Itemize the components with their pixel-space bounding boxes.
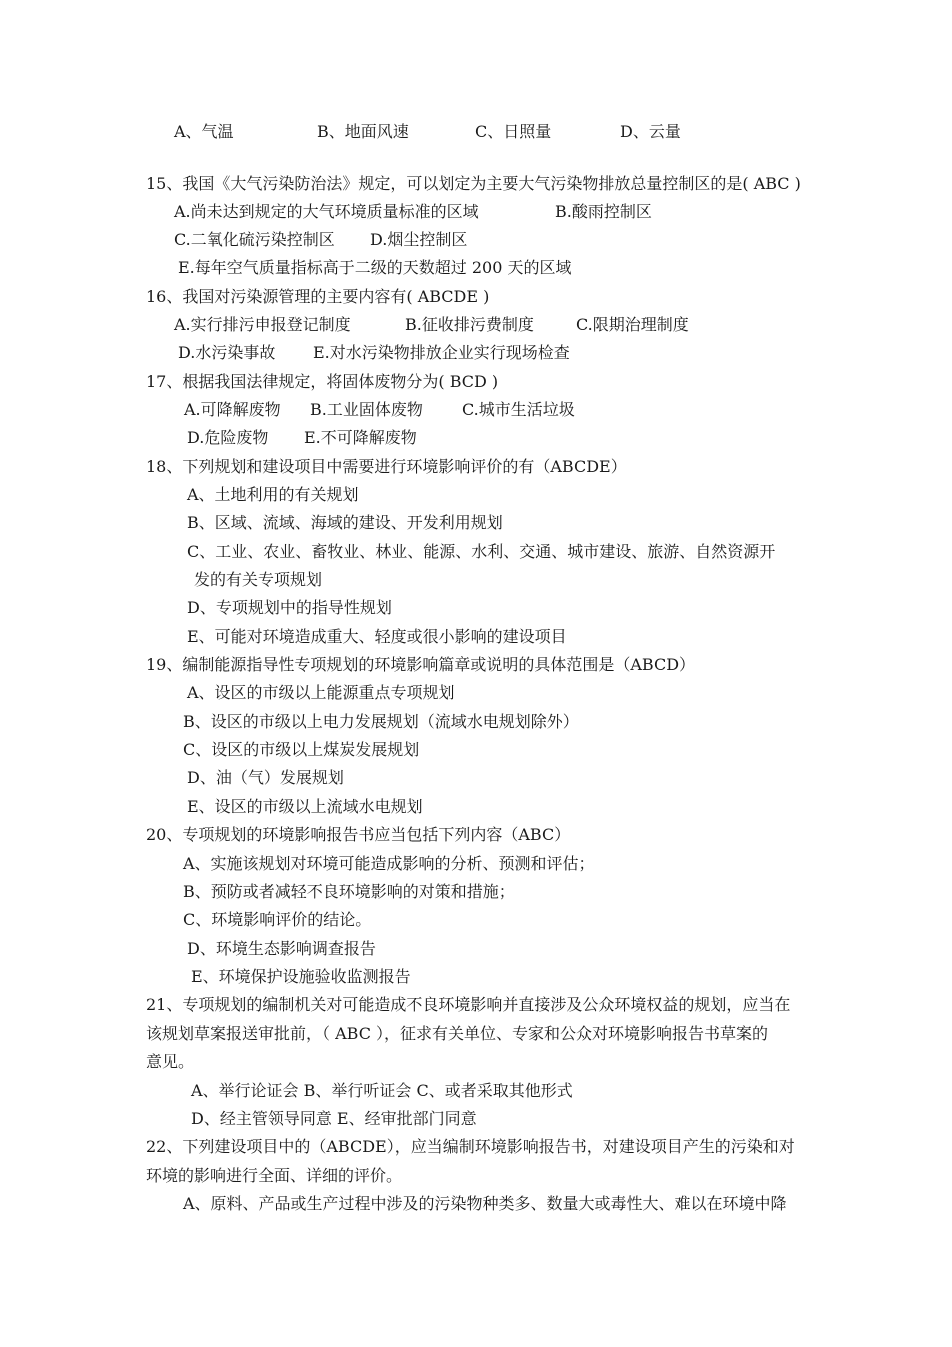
q17-option-a: A.可降解废物 [184, 400, 281, 419]
question-20-stem: 20、专项规划的环境影响报告书应当包括下列内容（ABC） [146, 825, 571, 844]
q16-option-c: C.限期治理制度 [576, 315, 689, 334]
q17-option-c: C.城市生活垃圾 [462, 400, 575, 419]
option-d: D、云量 [620, 122, 681, 141]
q18-option-d: D、专项规划中的指导性规划 [187, 598, 392, 617]
q22-option-a: A、原料、产品或生产过程中涉及的污染物种类多、数量大或毒性大、难以在环境中降 [183, 1194, 787, 1213]
q20-option-e: E、环境保护设施验收监测报告 [191, 967, 411, 986]
q19-option-e: E、设区的市级以上流域水电规划 [187, 797, 423, 816]
q16-option-e: E.对水污染物排放企业实行现场检查 [313, 343, 570, 362]
q15-option-d: D.烟尘控制区 [370, 230, 468, 249]
q20-option-a: A、实施该规划对环境可能造成影响的分析、预测和评估； [183, 854, 595, 873]
option-b: B、地面风速 [317, 122, 409, 141]
q18-option-b: B、区域、流域、海域的建设、开发利用规划 [187, 513, 503, 532]
question-22-stem-line-2: 环境的影响进行全面、详细的评价。 [146, 1166, 403, 1185]
q15-option-a: A.尚未达到规定的大气环境质量标准的区域 [174, 202, 479, 221]
q17-option-e: E.不可降解废物 [304, 428, 417, 447]
q15-option-c: C.二氧化硫污染控制区 [174, 230, 335, 249]
q18-option-a: A、土地利用的有关规划 [187, 485, 359, 504]
question-21-stem-line-2: 该规划草案报送审批前，（ ABC ），征求有关单位、专家和公众对环境影响报告书草案的 [146, 1024, 769, 1043]
question-16-stem: 16、我国对污染源管理的主要内容有( ABCDE ) [146, 287, 490, 306]
q18-option-c: C、工业、农业、畜牧业、林业、能源、水利、交通、城市建设、旅游、自然资源开 [187, 542, 776, 561]
q20-option-c: C、环境影响评价的结论。 [183, 910, 372, 929]
q21-options-row-1: A、举行论证会 B、举行听证会 C、或者采取其他形式 [191, 1081, 573, 1100]
question-21-stem-line-3: 意见。 [146, 1052, 195, 1071]
question-21-stem-line-1: 21、专项规划的编制机关对可能造成不良环境影响并直接涉及公众环境权益的规划，应当在 [146, 995, 791, 1014]
q15-option-e: E.每年空气质量指标高于二级的天数超过 200 天的区域 [178, 258, 572, 277]
question-22-stem-line-1: 22、下列建设项目中的（ABCDE），应当编制环境影响报告书，对建设项目产生的污染和对 [146, 1137, 795, 1156]
option-c: C、日照量 [475, 122, 552, 141]
question-19-stem: 19、编制能源指导性专项规划的环境影响篇章或说明的具体范围是（ABCD） [146, 655, 696, 674]
q21-options-row-2: D、经主管领导同意 E、经审批部门同意 [191, 1109, 477, 1128]
q19-option-c: C、设区的市级以上煤炭发展规划 [183, 740, 420, 759]
q19-option-d: D、油（气）发展规划 [187, 768, 344, 787]
q16-option-a: A.实行排污申报登记制度 [174, 315, 351, 334]
q17-option-d: D.危险废物 [187, 428, 269, 447]
q16-option-b: B.征收排污费制度 [405, 315, 534, 334]
question-15-stem: 15、我国《大气污染防治法》规定，可以划定为主要大气污染物排放总量控制区的是( ABC ) [146, 174, 801, 193]
q17-option-b: B.工业固体废物 [310, 400, 423, 419]
q16-option-d: D.水污染事故 [178, 343, 276, 362]
q20-option-b: B、预防或者减轻不良环境影响的对策和措施； [183, 882, 515, 901]
q18-option-c-continued: 发的有关专项规划 [194, 570, 323, 589]
q19-option-b: B、设区的市级以上电力发展规划（流域水电规划除外） [183, 712, 579, 731]
q18-option-e: E、可能对环境造成重大、轻度或很小影响的建设项目 [187, 627, 567, 646]
q20-option-d: D、环境生态影响调查报告 [187, 939, 376, 958]
q15-option-b: B.酸雨控制区 [555, 202, 652, 221]
option-a: A、气温 [174, 122, 234, 141]
q19-option-a: A、设区的市级以上能源重点专项规划 [187, 683, 455, 702]
question-18-stem: 18、下列规划和建设项目中需要进行环境影响评价的有（ABCDE） [146, 457, 627, 476]
question-17-stem: 17、根据我国法律规定，将固体废物分为( BCD ) [146, 372, 499, 391]
